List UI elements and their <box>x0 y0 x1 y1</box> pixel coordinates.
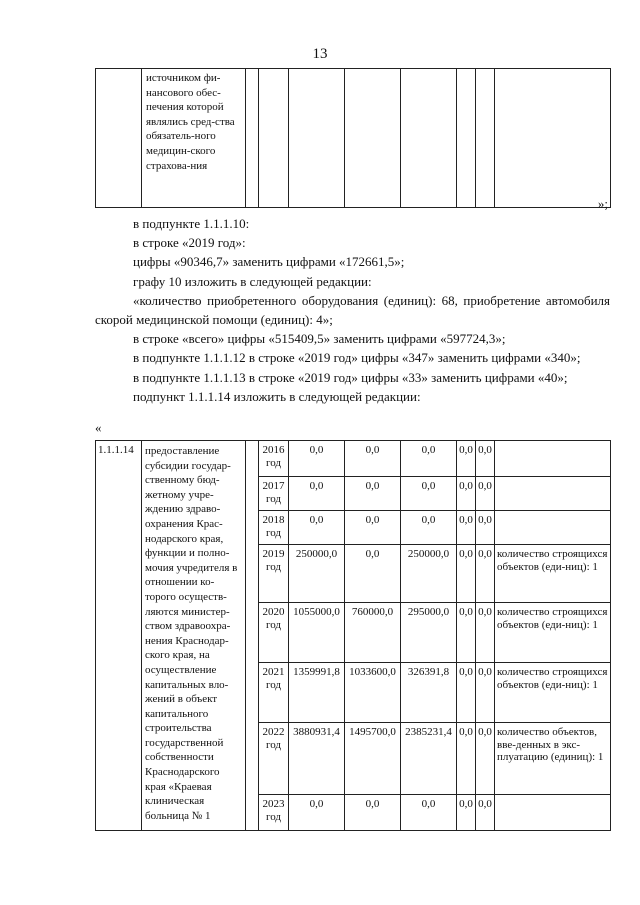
regional-cell: 250000,0 <box>401 545 457 603</box>
local-cell: 0,0 <box>457 477 476 511</box>
result-cell: количество строящихся объектов (еди-ниц): 1 <box>495 545 611 603</box>
paragraph: в подпункте 1.1.1.10: <box>133 216 250 231</box>
other-cell: 0,0 <box>476 663 495 723</box>
federal-cell: 0,0 <box>345 795 401 831</box>
year-cell: 2018 год <box>259 511 289 545</box>
paragraph: «количество приобретенного оборудования (единиц): 68, приобретение автомобиля скорой медицинской помощи (единиц): 4»; <box>95 292 610 328</box>
local-cell: 0,0 <box>457 603 476 663</box>
empty-cell <box>495 69 611 208</box>
year-cell: 2019 год <box>259 545 289 603</box>
federal-cell: 1495700,0 <box>345 723 401 795</box>
result-cell <box>495 511 611 545</box>
total-cell: 250000,0 <box>289 545 345 603</box>
opening-quote: « <box>95 420 102 435</box>
local-cell: 0,0 <box>457 723 476 795</box>
subitem-name: предоставление субсидии государ-ственному бюд-жетному учре-ждению здраво-охранения Крас-нодарского края, функции и полно-мочия учредителя в отношении ко-торого осуществ-ляются министер-ством здравоохра-нения Краснодар-ского края, на осуществление капитальных вло-жений в объект капитального строительства государственной собственности Краснодарского края «Краевая клиническая больница № 1 <box>142 441 246 831</box>
year-cell: 2022 год <box>259 723 289 795</box>
year-cell: 2016 год <box>259 441 289 477</box>
page-number: 13 <box>312 46 328 62</box>
paragraph: цифры «90346,7» заменить цифрами «172661,5»; <box>133 254 405 270</box>
other-cell: 0,0 <box>476 441 495 477</box>
federal-cell: 1033600,0 <box>345 663 401 723</box>
result-cell: количество строящихся объектов (еди-ниц): 1 <box>495 663 611 723</box>
local-cell: 0,0 <box>457 663 476 723</box>
federal-cell: 0,0 <box>345 441 401 477</box>
other-cell: 0,0 <box>476 477 495 511</box>
total-cell: 0,0 <box>289 477 345 511</box>
result-cell: количество строящихся объектов (еди-ниц): 1 <box>495 603 611 663</box>
empty-cell <box>246 69 259 208</box>
empty-cell <box>476 69 495 208</box>
year-cell: 2023 год <box>259 795 289 831</box>
year-cell: 2017 год <box>259 477 289 511</box>
other-cell: 0,0 <box>476 723 495 795</box>
other-cell: 0,0 <box>476 603 495 663</box>
year-cell: 2020 год <box>259 603 289 663</box>
total-cell: 0,0 <box>289 511 345 545</box>
empty-cell <box>259 69 289 208</box>
continuation-table <box>95 68 611 208</box>
result-cell <box>495 477 611 511</box>
paragraph: в подпункте 1.1.1.12 в строке «2019 год» цифры «347» заменить цифрами «340»; <box>133 350 581 366</box>
result-cell <box>495 441 611 477</box>
regional-cell: 0,0 <box>401 795 457 831</box>
description-cell: источником фи-нансового обес-печения которой являлись сред-ства обязатель-ного медицин-ского страхова-ния <box>142 69 246 208</box>
paragraph: подпункт 1.1.1.14 изложить в следующей редакции: <box>133 388 421 404</box>
result-cell: количество объектов, вве-денных в экс-плуатацию (единиц): 1 <box>495 723 611 795</box>
body-text <box>95 214 610 406</box>
regional-cell: 0,0 <box>401 477 457 511</box>
federal-cell: 0,0 <box>345 477 401 511</box>
other-cell: 0,0 <box>476 545 495 603</box>
paragraph: в строке «всего» цифры «515409,5» заменить цифрами «597724,3»; <box>133 331 506 347</box>
paragraph: в подпункте 1.1.1.13 в строке «2019 год» цифры «33» заменить цифрами «40»; <box>133 369 568 385</box>
regional-cell: 0,0 <box>401 441 457 477</box>
regional-cell: 326391,8 <box>401 663 457 723</box>
total-cell: 0,0 <box>289 795 345 831</box>
closing-quote: »; <box>597 196 608 211</box>
table-row <box>96 441 611 477</box>
regional-cell: 0,0 <box>401 511 457 545</box>
local-cell: 0,0 <box>457 511 476 545</box>
local-cell: 0,0 <box>457 545 476 603</box>
subitem-code: 1.1.1.14 <box>96 441 142 831</box>
empty-cell <box>246 441 259 831</box>
empty-cell <box>457 69 476 208</box>
paragraph: графу 10 изложить в следующей редакции: <box>133 273 372 289</box>
total-cell: 3880931,4 <box>289 723 345 795</box>
total-cell: 0,0 <box>289 441 345 477</box>
other-cell: 0,0 <box>476 511 495 545</box>
subitem-table <box>95 440 611 831</box>
result-cell <box>495 795 611 831</box>
empty-cell <box>345 69 401 208</box>
total-cell: 1055000,0 <box>289 603 345 663</box>
empty-cell <box>289 69 345 208</box>
year-cell: 2021 год <box>259 663 289 723</box>
local-cell: 0,0 <box>457 441 476 477</box>
total-cell: 1359991,8 <box>289 663 345 723</box>
regional-cell: 295000,0 <box>401 603 457 663</box>
local-cell: 0,0 <box>457 795 476 831</box>
regional-cell: 2385231,4 <box>401 723 457 795</box>
other-cell: 0,0 <box>476 795 495 831</box>
federal-cell: 0,0 <box>345 511 401 545</box>
code-cell <box>96 69 142 208</box>
federal-cell: 760000,0 <box>345 603 401 663</box>
empty-cell <box>401 69 457 208</box>
federal-cell: 0,0 <box>345 545 401 603</box>
paragraph: в строке «2019 год»: <box>133 235 246 251</box>
